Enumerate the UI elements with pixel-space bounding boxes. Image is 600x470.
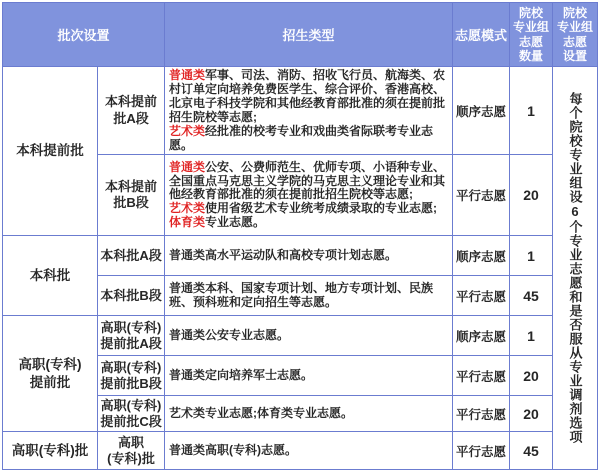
- table-row: [3, 432, 598, 470]
- segment-cell: [98, 432, 165, 470]
- content-text: 军事、司法、消防、招收飞行员、航海类、农村订单定向培养免费医学生、综合评价、香港高校、北京电子科技学院和其他经教育部批准的须在提前批招生院校等志愿;: [169, 68, 446, 124]
- cell-line: (专科)批: [107, 450, 155, 466]
- enrollment-type-cell: [165, 396, 453, 432]
- cell-line: 本科批: [29, 268, 71, 284]
- cell-line: 高职(专科): [100, 359, 162, 375]
- cell-line: 提前批B段: [100, 375, 162, 391]
- enrollment-type-cell: [165, 276, 453, 316]
- volunteer-count-cell: 20: [510, 155, 553, 236]
- enrollment-type-cell: [165, 316, 453, 356]
- content-text: 艺术类专业志愿;体育类专业志愿。: [169, 405, 354, 420]
- batch-cell: [3, 236, 98, 316]
- header-enrollment-type: 招生类型: [165, 3, 453, 67]
- volunteer-mode-cell: 平行志愿: [453, 276, 510, 316]
- volunteer-mode-cell: 顺序志愿: [453, 236, 510, 276]
- category-label-red: 艺术类: [169, 123, 206, 138]
- volunteer-mode-cell: 平行志愿: [453, 396, 510, 432]
- header-row: [3, 3, 598, 67]
- side-note-vertical-text: 每个院校专业组设6个专业志愿和是否服从专业调剂选项: [567, 92, 583, 445]
- volunteer-mode-cell: 顺序志愿: [453, 316, 510, 356]
- volunteer-count-cell: 20: [510, 396, 553, 432]
- enrollment-type-cell: [165, 67, 453, 155]
- content-text: 普通类定向培养军士志愿。: [169, 367, 314, 382]
- enrollment-type-cell: [165, 155, 453, 236]
- volunteer-count-cell: 45: [510, 276, 553, 316]
- content-text: 普通类高职(专科)志愿。: [169, 442, 298, 457]
- content-text: 公安、公费师范生、优师专项、小语种专业、全国重点马克思主义学院的马克思主义理论专业和其他经教育部批准的须在提前批招生院校等志愿;: [169, 159, 446, 202]
- cell-line: 批A段: [113, 110, 149, 126]
- header-line: 志愿: [519, 34, 544, 49]
- header-line: 院校: [519, 6, 544, 21]
- segment-cell: [98, 396, 165, 432]
- category-label-red: 体育类: [169, 215, 206, 230]
- volunteer-mode-cell: 平行志愿: [453, 155, 510, 236]
- category-label-red: 普通类: [169, 159, 206, 174]
- batch-cell: [3, 316, 98, 432]
- cell-line: 本科批B段: [100, 287, 162, 303]
- table-body: [3, 67, 598, 470]
- cell-line: 高职(专科): [18, 357, 82, 373]
- volunteer-count-cell: 1: [510, 316, 553, 356]
- cell-line: 提前批C段: [100, 413, 162, 429]
- header-line: 志愿: [563, 34, 588, 49]
- admission-batch-table: [2, 2, 598, 470]
- segment-cell: [98, 67, 165, 155]
- header-line: 数量: [519, 48, 544, 63]
- cell-line: 高职(专科)批: [11, 443, 89, 459]
- volunteer-mode-cell: 平行志愿: [453, 432, 510, 470]
- table-row: [3, 316, 598, 356]
- segment-cell: [98, 155, 165, 236]
- cell-line: 提前批: [29, 374, 71, 390]
- enrollment-type-cell: [165, 432, 453, 470]
- volunteer-count-cell: 1: [510, 67, 553, 155]
- cell-line: 高职: [118, 434, 145, 450]
- segment-cell: [98, 276, 165, 316]
- batch-cell: [3, 432, 98, 470]
- header-group-volunteer-setting: [553, 3, 598, 67]
- cell-line: 高职(专科): [100, 397, 162, 413]
- cell-line: 本科提前批: [16, 143, 84, 159]
- header-group-volunteer-count: [510, 3, 553, 67]
- content-text: 普通类本科、国家专项计划、地方专项计划、民族班、预科班和定向招生等志愿。: [169, 281, 434, 309]
- segment-cell: [98, 236, 165, 276]
- volunteer-count-cell: 45: [510, 432, 553, 470]
- volunteer-mode-cell: 顺序志愿: [453, 67, 510, 155]
- enrollment-type-cell: [165, 236, 453, 276]
- cell-line: 本科提前: [105, 179, 158, 195]
- content-text: 专业志愿。: [205, 215, 266, 230]
- cell-line: 高职(专科): [100, 319, 162, 335]
- volunteer-count-cell: 20: [510, 356, 553, 396]
- table-row: [3, 236, 598, 276]
- cell-line: 本科批A段: [100, 247, 162, 263]
- enrollment-type-cell: [165, 356, 453, 396]
- batch-cell: [3, 67, 98, 236]
- cell-line: 批B段: [113, 195, 149, 211]
- header-volunteer-mode: 志愿模式: [453, 3, 510, 67]
- cell-line: 提前批A段: [100, 335, 162, 351]
- volunteer-count-cell: 1: [510, 236, 553, 276]
- content-text: 普通类高水平运动队和高校专项计划志愿。: [169, 247, 398, 262]
- header-line: 专业组: [513, 20, 550, 35]
- header-batch-settings: 批次设置: [3, 3, 165, 67]
- volunteer-mode-cell: 平行志愿: [453, 356, 510, 396]
- category-label-red: 普通类: [169, 68, 206, 82]
- table-row: [3, 67, 598, 155]
- content-text: 普通类公安专业志愿。: [169, 327, 290, 342]
- header-line: 院校: [563, 6, 588, 21]
- header-line: 设置: [563, 48, 588, 63]
- table-header: [3, 3, 598, 67]
- group-volunteer-setting-note-cell: [553, 67, 598, 470]
- content-text: 使用省级艺术专业统考成绩录取的专业志愿;: [205, 201, 438, 216]
- segment-cell: [98, 316, 165, 356]
- header-line: 专业组: [557, 20, 594, 35]
- category-label-red: 艺术类: [169, 201, 206, 216]
- content-text: 经批准的校考专业和戏曲类省际联考专业志愿。: [169, 123, 434, 152]
- cell-line: 本科提前: [105, 94, 158, 110]
- segment-cell: [98, 356, 165, 396]
